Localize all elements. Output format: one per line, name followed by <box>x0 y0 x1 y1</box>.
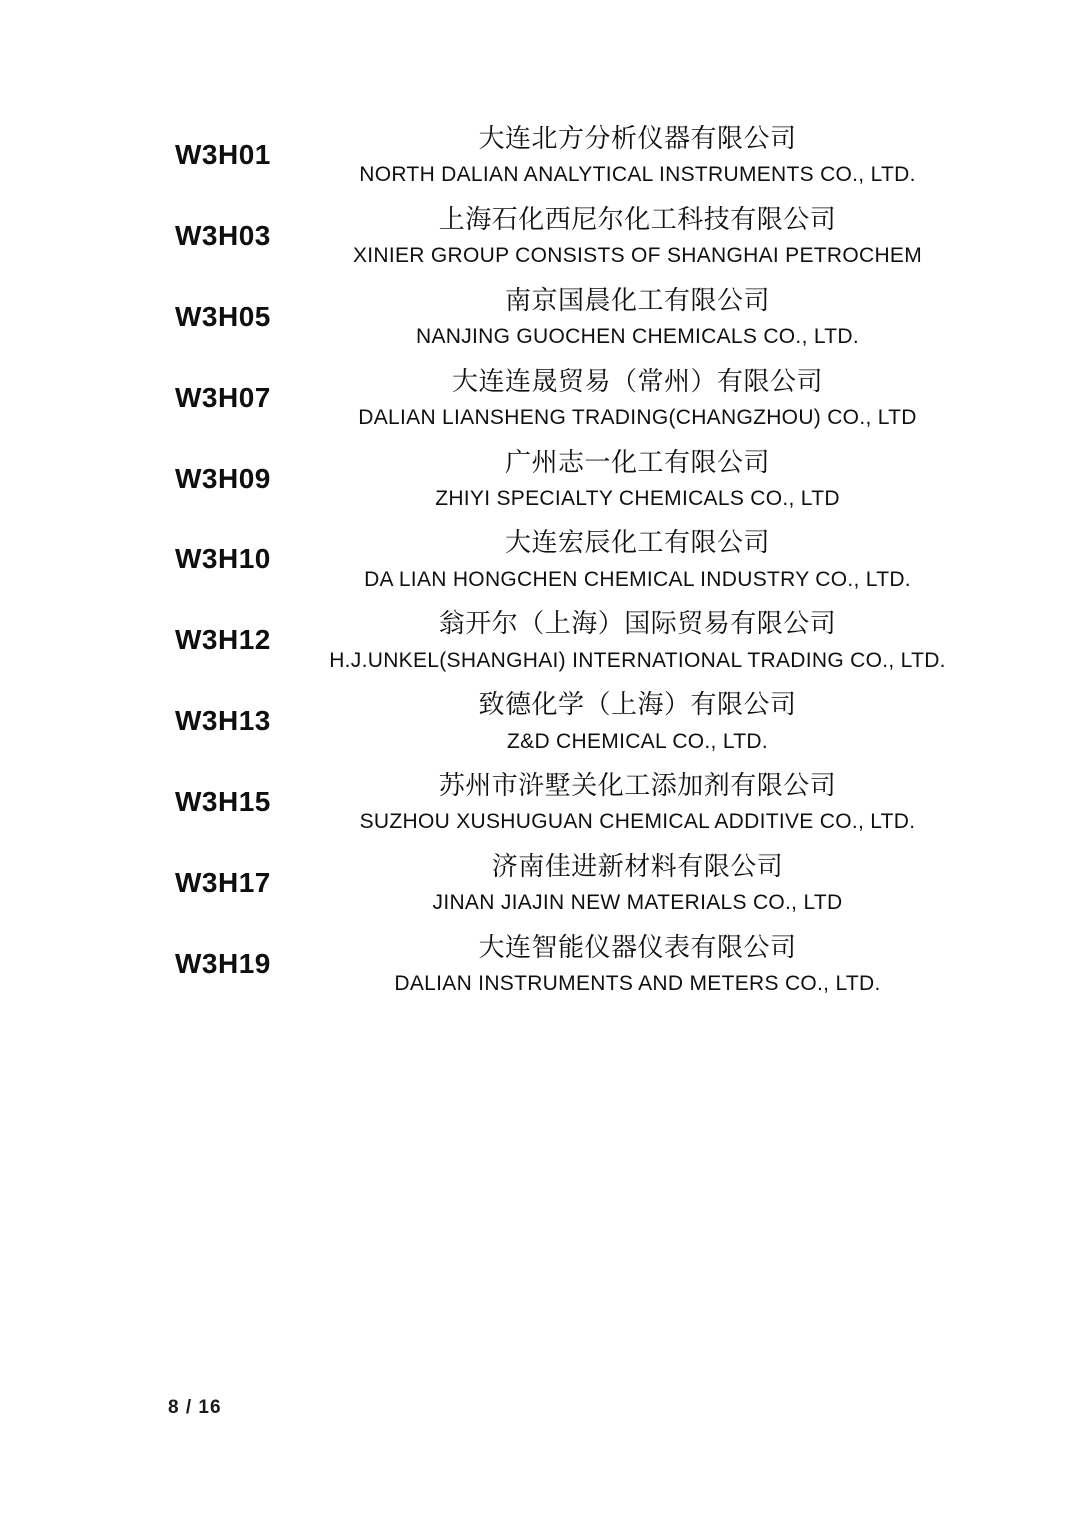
exhibitor-row <box>120 765 960 839</box>
booth-number: W3H01 <box>175 138 271 170</box>
booth-number: W3H09 <box>175 462 271 494</box>
exhibitor-row <box>120 846 960 920</box>
exhibitor-name-cn: 上海石化西尼尔化工科技有限公司 <box>438 203 837 234</box>
exhibitor-name-cn: 大连宏辰化工有限公司 <box>504 527 770 558</box>
exhibitor-name-cn: 广州志一化工有限公司 <box>504 446 770 477</box>
exhibitor-name-en: NANJING GUOCHEN CHEMICALS CO., LTD. <box>416 325 859 349</box>
exhibitor-list <box>120 118 960 1001</box>
exhibitor-name-cn: 济南佳进新材料有限公司 <box>491 851 784 882</box>
exhibitor-name-en: SUZHOU XUSHUGUAN CHEMICAL ADDITIVE CO., LTD. <box>359 810 916 834</box>
booth-number: W3H15 <box>175 786 271 818</box>
exhibitor-name-en: H.J.UNKEL(SHANGHAI) INTERNATIONAL TRADING CO., LTD. <box>329 648 946 672</box>
exhibitor-name-en: NORTH DALIAN ANALYTICAL INSTRUMENTS CO., LTD. <box>359 163 916 187</box>
exhibitor-names <box>325 199 960 273</box>
exhibitor-name-cn: 大连北方分析仪器有限公司 <box>478 123 797 153</box>
exhibitor-row <box>120 280 960 354</box>
booth-number: W3H19 <box>175 947 271 979</box>
booth-number: W3H10 <box>175 543 271 575</box>
booth-number: W3H13 <box>175 705 271 737</box>
exhibitor-names <box>325 522 960 596</box>
exhibitor-names <box>325 927 960 1001</box>
exhibitor-name-cn: 大连连晟贸易（常州）有限公司 <box>451 365 823 396</box>
exhibitor-names <box>325 603 960 677</box>
exhibitor-name-en: DALIAN INSTRUMENTS AND METERS CO., LTD. <box>394 972 881 996</box>
exhibitor-names <box>325 846 960 920</box>
exhibitor-names <box>325 442 960 516</box>
exhibitor-name-en: XINIER GROUP CONSISTS OF SHANGHAI PETROCHEM <box>352 244 923 268</box>
exhibitor-names <box>325 765 960 839</box>
exhibitor-name-cn: 致德化学（上海）有限公司 <box>478 689 797 720</box>
booth-number: W3H03 <box>175 219 271 251</box>
exhibitor-names <box>325 361 960 435</box>
exhibitor-row <box>120 684 960 758</box>
exhibitor-name-en: DALIAN LIANSHENG TRADING(CHANGZHOU) CO., LTD <box>358 405 917 429</box>
exhibitor-row <box>120 927 960 1001</box>
booth-number: W3H12 <box>175 624 271 656</box>
booth-number: W3H07 <box>175 381 271 413</box>
exhibitor-name-cn: 大连智能仪器仪表有限公司 <box>478 931 797 962</box>
exhibitor-row <box>120 522 960 596</box>
exhibitor-row <box>120 361 960 435</box>
exhibitor-name-en: Z&D CHEMICAL CO., LTD. <box>507 729 768 753</box>
exhibitor-name-cn: 南京国晨化工有限公司 <box>504 284 770 315</box>
exhibitor-name-en: JINAN JIAJIN NEW MATERIALS CO., LTD <box>432 891 843 915</box>
exhibitor-row <box>120 199 960 273</box>
booth-number: W3H05 <box>175 300 271 332</box>
exhibitor-row <box>120 603 960 677</box>
booth-number: W3H17 <box>175 866 271 898</box>
exhibitor-name-cn: 翁开尔（上海）国际贸易有限公司 <box>438 608 837 639</box>
exhibitor-names <box>325 280 960 354</box>
exhibitor-names <box>325 684 960 758</box>
exhibitor-name-en: ZHIYI SPECIALTY CHEMICALS CO., LTD <box>435 486 840 510</box>
exhibitor-name-cn: 苏州市浒墅关化工添加剂有限公司 <box>438 770 837 801</box>
exhibitor-row <box>120 442 960 516</box>
exhibitor-name-en: DA LIAN HONGCHEN CHEMICAL INDUSTRY CO., LTD. <box>364 567 911 591</box>
exhibitor-row <box>120 118 960 192</box>
page-number: 8 / 16 <box>168 1397 222 1418</box>
exhibitor-names <box>325 118 960 192</box>
